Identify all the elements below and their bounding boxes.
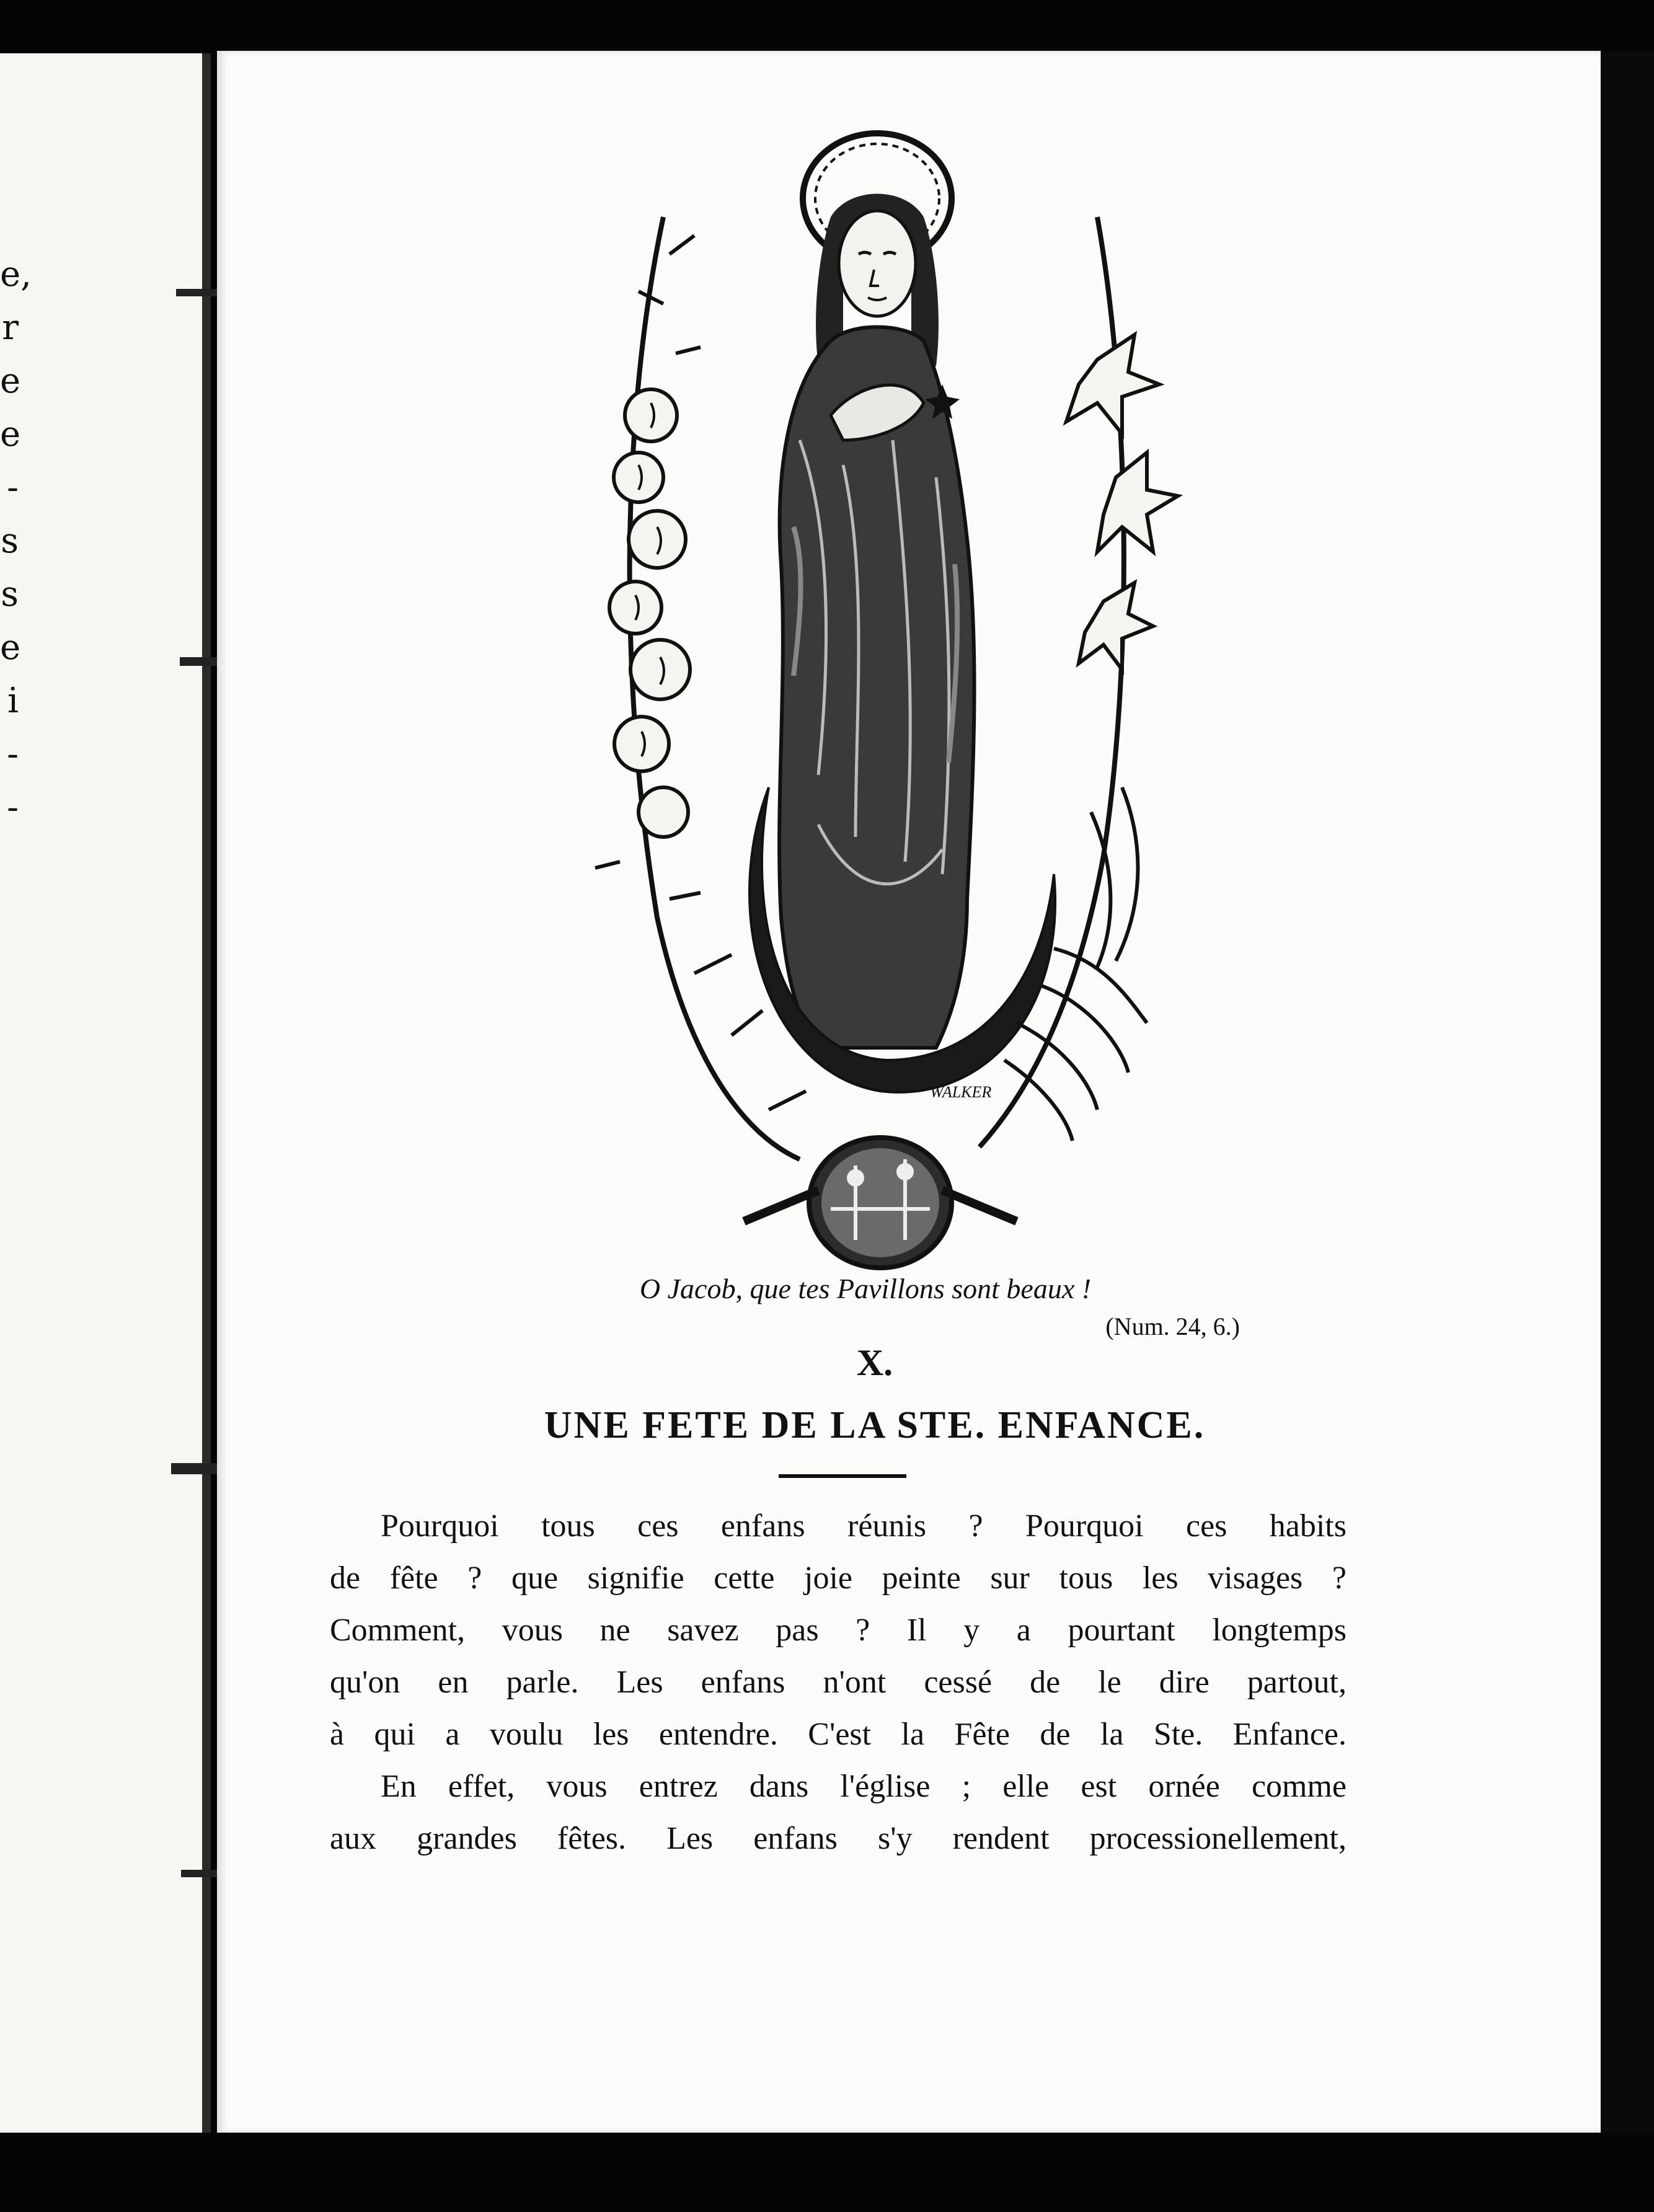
edge-letter: r	[2, 307, 19, 348]
edge-letter: e	[0, 414, 21, 454]
left-page-spine	[202, 53, 211, 2133]
left-page	[0, 53, 208, 2133]
edge-letter: s	[1, 521, 19, 561]
edge-letter: e	[0, 361, 21, 401]
caption-reference: (Num. 24, 6.)	[1105, 1312, 1240, 1340]
edge-letter: i	[7, 681, 19, 721]
edge-letter: s	[1, 574, 19, 614]
edge-letter: -	[7, 467, 19, 508]
left-page-edge-text	[0, 248, 32, 834]
text-line: Comment, vous ne savez pas ? Il y a pourtant longtemps	[330, 1613, 1347, 1648]
text-line: En effet, vous entrez dans l'église ; elle est ornée comme	[381, 1769, 1347, 1804]
edge-letter: e	[0, 627, 21, 668]
title-divider	[779, 1474, 906, 1478]
body-text	[330, 1500, 1347, 1865]
edge-letter: -	[7, 787, 19, 828]
edge-letter: -	[7, 734, 19, 774]
paragraph	[330, 1500, 1347, 1761]
section-number: X.	[856, 1342, 893, 1383]
text-line: à qui a voulu les entendre. C'est la Fête de la Ste. Enfance.	[330, 1717, 1347, 1752]
engraver-signature: WALKER	[930, 1083, 992, 1101]
text-line: aux grandes fêtes. Les enfans s'y rendent processionellement,	[330, 1821, 1347, 1856]
chapter-title: UNE FETE DE LA STE. ENFANCE.	[544, 1404, 1206, 1446]
text-line: de fête ? que signifie cette joie peinte sur tous les visages ?	[330, 1560, 1347, 1596]
virgin-engraving-illustration	[508, 93, 1227, 1271]
text-line: Pourquoi tous ces enfans réunis ? Pourquoi ces habits	[381, 1508, 1347, 1544]
paragraph	[330, 1761, 1347, 1865]
left-rose-wreath	[595, 217, 806, 1159]
medallion-scene-icon	[809, 1138, 952, 1268]
caption-quote: O Jacob, que tes Pavillons sont beaux !	[639, 1273, 1092, 1304]
text-line: qu'on en parle. Les enfans n'ont cessé de le dire partout,	[330, 1665, 1347, 1700]
page-edge-shadow	[1601, 51, 1654, 2133]
edge-letter: e,	[0, 254, 32, 294]
